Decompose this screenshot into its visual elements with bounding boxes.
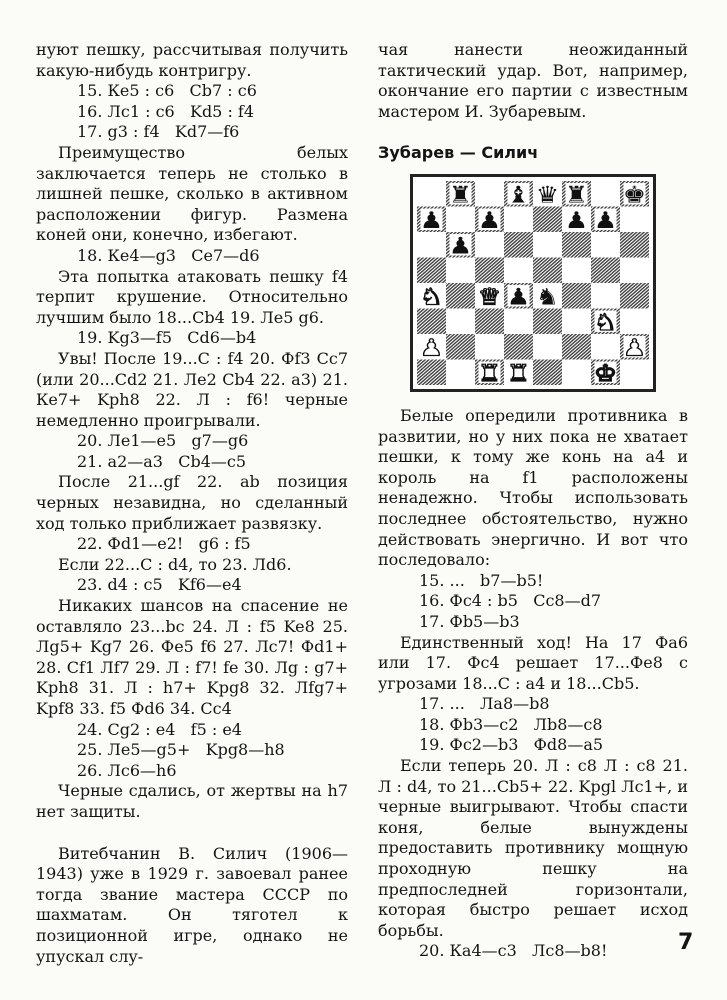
move-line: 17. Фb5—b3 — [419, 611, 520, 631]
board-square-f5 — [562, 257, 591, 283]
text-paragraph: Белые опередили противника в развитии, но у них пока не хватает пешки, к тому же конь на а4 и король на f1 расположены ненадежно. Чтобы использовать последнее обстоятельство, нужно действовать энергично. И вот что последовало: — [378, 405, 688, 570]
board-square-g4 — [591, 283, 620, 309]
board-square-g5 — [591, 257, 620, 283]
black-king-icon — [623, 181, 646, 208]
board-square-h1 — [620, 359, 649, 385]
board-square-a6 — [417, 232, 446, 258]
board-square-e2 — [533, 334, 562, 360]
move-line: 17. g3 : f4 Kd7—f6 — [77, 122, 240, 142]
right-body — [378, 406, 688, 962]
black-pawn-icon — [420, 206, 443, 233]
board-square-a3 — [417, 308, 446, 334]
board-square-a1 — [417, 359, 446, 385]
board-square-d5 — [504, 257, 533, 283]
board-square-b2 — [446, 334, 475, 360]
white-pawn-icon — [420, 334, 443, 361]
black-queen-icon — [536, 181, 559, 208]
board-square-a8 — [417, 181, 446, 207]
board-square-d7 — [504, 206, 533, 232]
board-square-c2 — [475, 334, 504, 360]
board-square-g2 — [591, 334, 620, 360]
board-square-f4 — [562, 283, 591, 309]
board-square-d6 — [504, 232, 533, 258]
board-square-b5 — [446, 257, 475, 283]
black-bishop-icon — [507, 181, 530, 208]
left-column — [36, 40, 348, 967]
board-square-f2 — [562, 334, 591, 360]
move-line: 19. Kg3—f5 Cd6—b4 — [77, 328, 257, 348]
board-square-c6 — [475, 232, 504, 258]
text-paragraph: Черные сдались, от жертвы на h7 нет защиты. — [36, 781, 348, 821]
move-line: 22. Фd1—e2! g6 : f5 — [77, 534, 251, 554]
text-paragraph: Если теперь 20. Л : с8 Л : с8 21. Л : d4, то 21...Cb5+ 22. Kpgl Лс1+, и черные выигрывают. Чтобы спасти коня, белые вынуждены предоставить противнику мощную проходную пешку на предпоследней горизонтали, которая быстро решает исход борьбы. — [378, 756, 688, 940]
black-pawn-icon — [507, 283, 530, 310]
white-knight-icon — [594, 308, 617, 335]
board-square-h7 — [620, 206, 649, 232]
board-square-c8 — [475, 181, 504, 207]
right-intro-paragraph: чая нанести неожиданный тактический удар. Вот, например, окончание его партии с известным мастером И. Зубаревым. — [378, 40, 688, 121]
board-square-c5 — [475, 257, 504, 283]
board-square-f1 — [562, 359, 591, 385]
board-square-e7 — [533, 206, 562, 232]
board-square-h3 — [620, 308, 649, 334]
board-square-f6 — [562, 232, 591, 258]
move-line: 16. Лс1 : с6 Kd5 : f4 — [77, 101, 255, 121]
black-pawn-icon — [565, 206, 588, 233]
board-square-e5 — [533, 257, 562, 283]
board-square-h5 — [620, 257, 649, 283]
section-gap — [36, 823, 348, 844]
board-square-g6 — [591, 232, 620, 258]
text-paragraph: После 21...gf 22. ab позиция черных незавидна, но сделанный ход только приближает развязку. — [36, 472, 348, 533]
text-paragraph: Увы! После 19...С : f4 20. Фf3 Сс7 (или 20...Cd2 21. Ле2 Cb4 22. a3) 21. Ке7+ Kph8 22. Л : f6! черные немедленно проигрывали. — [36, 348, 348, 430]
move-line: 26. Лс6—h6 — [77, 760, 177, 780]
board-square-b1 — [446, 359, 475, 385]
chess-diagram — [410, 174, 656, 392]
black-pawn-icon — [449, 232, 472, 259]
move-line: 20. Ка4—с3 Лс8—b8! — [419, 941, 608, 961]
board-square-e3 — [533, 308, 562, 334]
text-paragraph: Никаких шансов на спасение не оставляло 23...bc 24. Л : f5 Ke8 25. Лg5+ Kg7 26. Фе5 f6 27. Лс7! Фd1+ 28. Сf1 Лf7 29. Л : f7! fe 30. Лg : g7+ Kph8 31. Л : h7+ Kpg8 32. Лfg7+ Kpf8 33. f5 Фd6 34. Сс4 — [36, 596, 348, 718]
move-line: 20. Ле1—е5 g7—g6 — [77, 431, 249, 451]
board-square-f3 — [562, 308, 591, 334]
black-rook-icon — [449, 181, 472, 208]
board-square-g8 — [591, 181, 620, 207]
game-heading: Зубарев — Силич — [378, 143, 539, 163]
black-rook-icon — [565, 181, 588, 208]
black-pawn-icon — [478, 206, 501, 233]
board-square-e1 — [533, 359, 562, 385]
text-paragraph: Эта попытка атаковать пешку f4 терпит крушение. Относительно лучшим было 18...Cb4 19. Ле5 g6. — [36, 266, 348, 327]
text-paragraph: Единственный ход! На 17 Фа6 или 17. Фс4 решает 17...Фе8 с угрозами 18...С : а4 и 18...Cb5. — [378, 632, 688, 693]
board-square-d3 — [504, 308, 533, 334]
move-line: 25. Ле5—g5+ Kpg8—h8 — [77, 740, 285, 760]
text-paragraph: Витебчанин В. Силич (1906—1943) уже в 1929 г. завоевал ранее тогда звание мастера СССР по шахматам. Он тяготел к позиционной игре, однако не упускал слу- — [36, 843, 348, 966]
move-line: 21. а2—а3 Cb4—c5 — [77, 451, 247, 471]
right-column — [378, 40, 688, 962]
white-rook-icon — [507, 359, 530, 385]
white-pawn-icon — [623, 334, 646, 361]
page-number: 7 — [678, 930, 694, 955]
white-king-icon — [594, 359, 617, 385]
move-line: 23. d4 : c5 Kf6—e4 — [77, 575, 242, 595]
board-square-b3 — [446, 308, 475, 334]
black-pawn-icon — [594, 206, 617, 233]
move-line: 18. Фb3—c2 Лb8—c8 — [419, 714, 603, 734]
board-square-h6 — [620, 232, 649, 258]
move-line: 16. Фс4 : b5 Cc8—d7 — [419, 591, 601, 611]
move-line: 17. ... Ла8—b8 — [419, 694, 550, 714]
move-line: 18. Ке4—g3 Се7—d6 — [77, 245, 260, 265]
white-rook-icon — [478, 359, 501, 385]
text-paragraph: Если 22...С : d4, то 23. Лd6. — [58, 554, 292, 574]
white-knight-icon — [420, 283, 443, 310]
board-square-b7 — [446, 206, 475, 232]
text-paragraph: нуют пешку, рассчитывая получить какую-нибудь контригру. — [36, 40, 348, 80]
board-square-c3 — [475, 308, 504, 334]
chess-board — [417, 181, 649, 385]
text-paragraph: Преимущество белых заключается теперь не столько в лишней пешке, сколько в активном расположении фигур. Размена коней они, конечно, избегают. — [36, 142, 348, 245]
board-square-e6 — [533, 232, 562, 258]
move-line: 19. Фс2—b3 Фd8—a5 — [419, 735, 604, 755]
board-square-a5 — [417, 257, 446, 283]
board-square-b4 — [446, 283, 475, 309]
move-line: 15. ... b7—b5! — [419, 570, 544, 590]
move-line: 15. Ке5 : с6 Сb7 : с6 — [77, 81, 257, 101]
white-queen-icon — [478, 283, 501, 310]
board-square-h4 — [620, 283, 649, 309]
move-line: 24. Cg2 : e4 f5 : e4 — [77, 719, 242, 739]
black-knight-icon — [536, 283, 559, 310]
board-square-d2 — [504, 334, 533, 360]
